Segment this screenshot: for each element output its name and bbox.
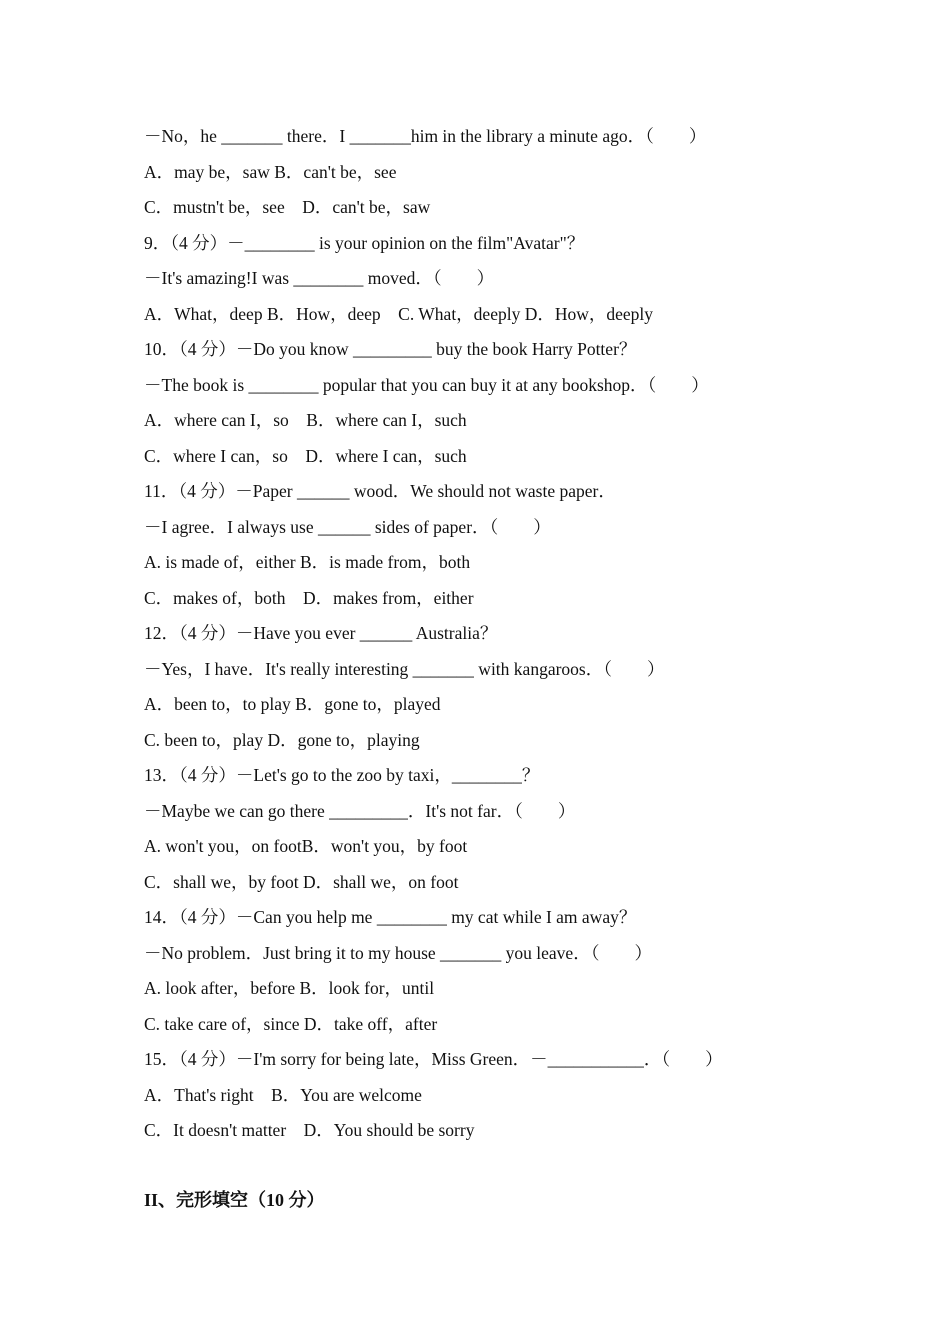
question-13-dialogue-line: －Maybe we can go there _________．It's not far．（ ） <box>144 801 576 821</box>
question-10-options-ab: A．where can I，so B．where can I，such <box>144 410 467 430</box>
question-13-options-ab: A. won't you，on footB．won't you，by foot <box>144 836 468 856</box>
question-12-stem: 12．（4 分）－Have you ever ______ Australia？ <box>144 623 498 643</box>
question-12-options-ab: A．been to，to play B．gone to，played <box>144 694 441 714</box>
question-10-options-cd: C．where I can，so D．where I can，such <box>144 446 467 466</box>
question-10-stem: 10．（4 分）－Do you know _________ buy the book Harry Potter？ <box>144 339 637 359</box>
question-8-options-ab: A．may be，saw B．can't be，see <box>144 162 397 182</box>
question-8-options-cd: C．mustn't be，see D．can't be，saw <box>144 197 431 217</box>
question-15-options-ab: A．That's right B．You are welcome <box>144 1085 422 1105</box>
question-11-options-ab: A. is made of，either B．is made from，both <box>144 552 471 572</box>
question-15-options-cd: C．It doesn't matter D．You should be sorry <box>144 1120 475 1140</box>
section-title-cloze: II、完形填空（10 分） <box>144 1190 325 1210</box>
question-8-dialogue-line: －No，he _______ there．I _______him in the library a minute ago．（ ） <box>144 126 707 146</box>
question-14-dialogue-line: －No problem．Just bring it to my house _______ you leave．（ ） <box>144 943 652 963</box>
question-11-dialogue-line: －I agree．I always use ______ sides of paper．（ ） <box>144 517 551 537</box>
question-11-options-cd: C．makes of，both D．makes from，either <box>144 588 474 608</box>
question-12-dialogue-line: －Yes，I have．It's really interesting _______ with kangaroos．（ ） <box>144 659 665 679</box>
question-14-stem: 14．（4 分）－Can you help me ________ my cat while I am away？ <box>144 907 637 927</box>
question-10-dialogue-line: －The book is ________ popular that you can buy it at any bookshop．（ ） <box>144 375 709 395</box>
question-9-options: A．What，deep B．How，deep C. What，deeply D．How，deeply <box>144 304 654 324</box>
question-12-options-cd: C. been to，play D．gone to，playing <box>144 730 420 750</box>
question-15-stem: 15．（4 分）－I'm sorry for being late，Miss Green．－___________．（ ） <box>144 1049 723 1069</box>
question-13-options-cd: C．shall we，by foot D．shall we，on foot <box>144 872 459 892</box>
question-14-options-cd: C. take care of，since D．take off，after <box>144 1014 438 1034</box>
question-14-options-ab: A. look after，before B．look for，until <box>144 978 435 998</box>
question-9-dialogue-line: －It's amazing!I was ________ moved．（ ） <box>144 268 495 288</box>
question-13-stem: 13．（4 分）－Let's go to the zoo by taxi，________？ <box>144 765 540 785</box>
question-11-stem: 11．（4 分）－Paper ______ wood．We should not waste paper． <box>144 481 616 501</box>
question-9-stem: 9．（4 分）－________ is your opinion on the film"Avatar"？ <box>144 233 585 253</box>
